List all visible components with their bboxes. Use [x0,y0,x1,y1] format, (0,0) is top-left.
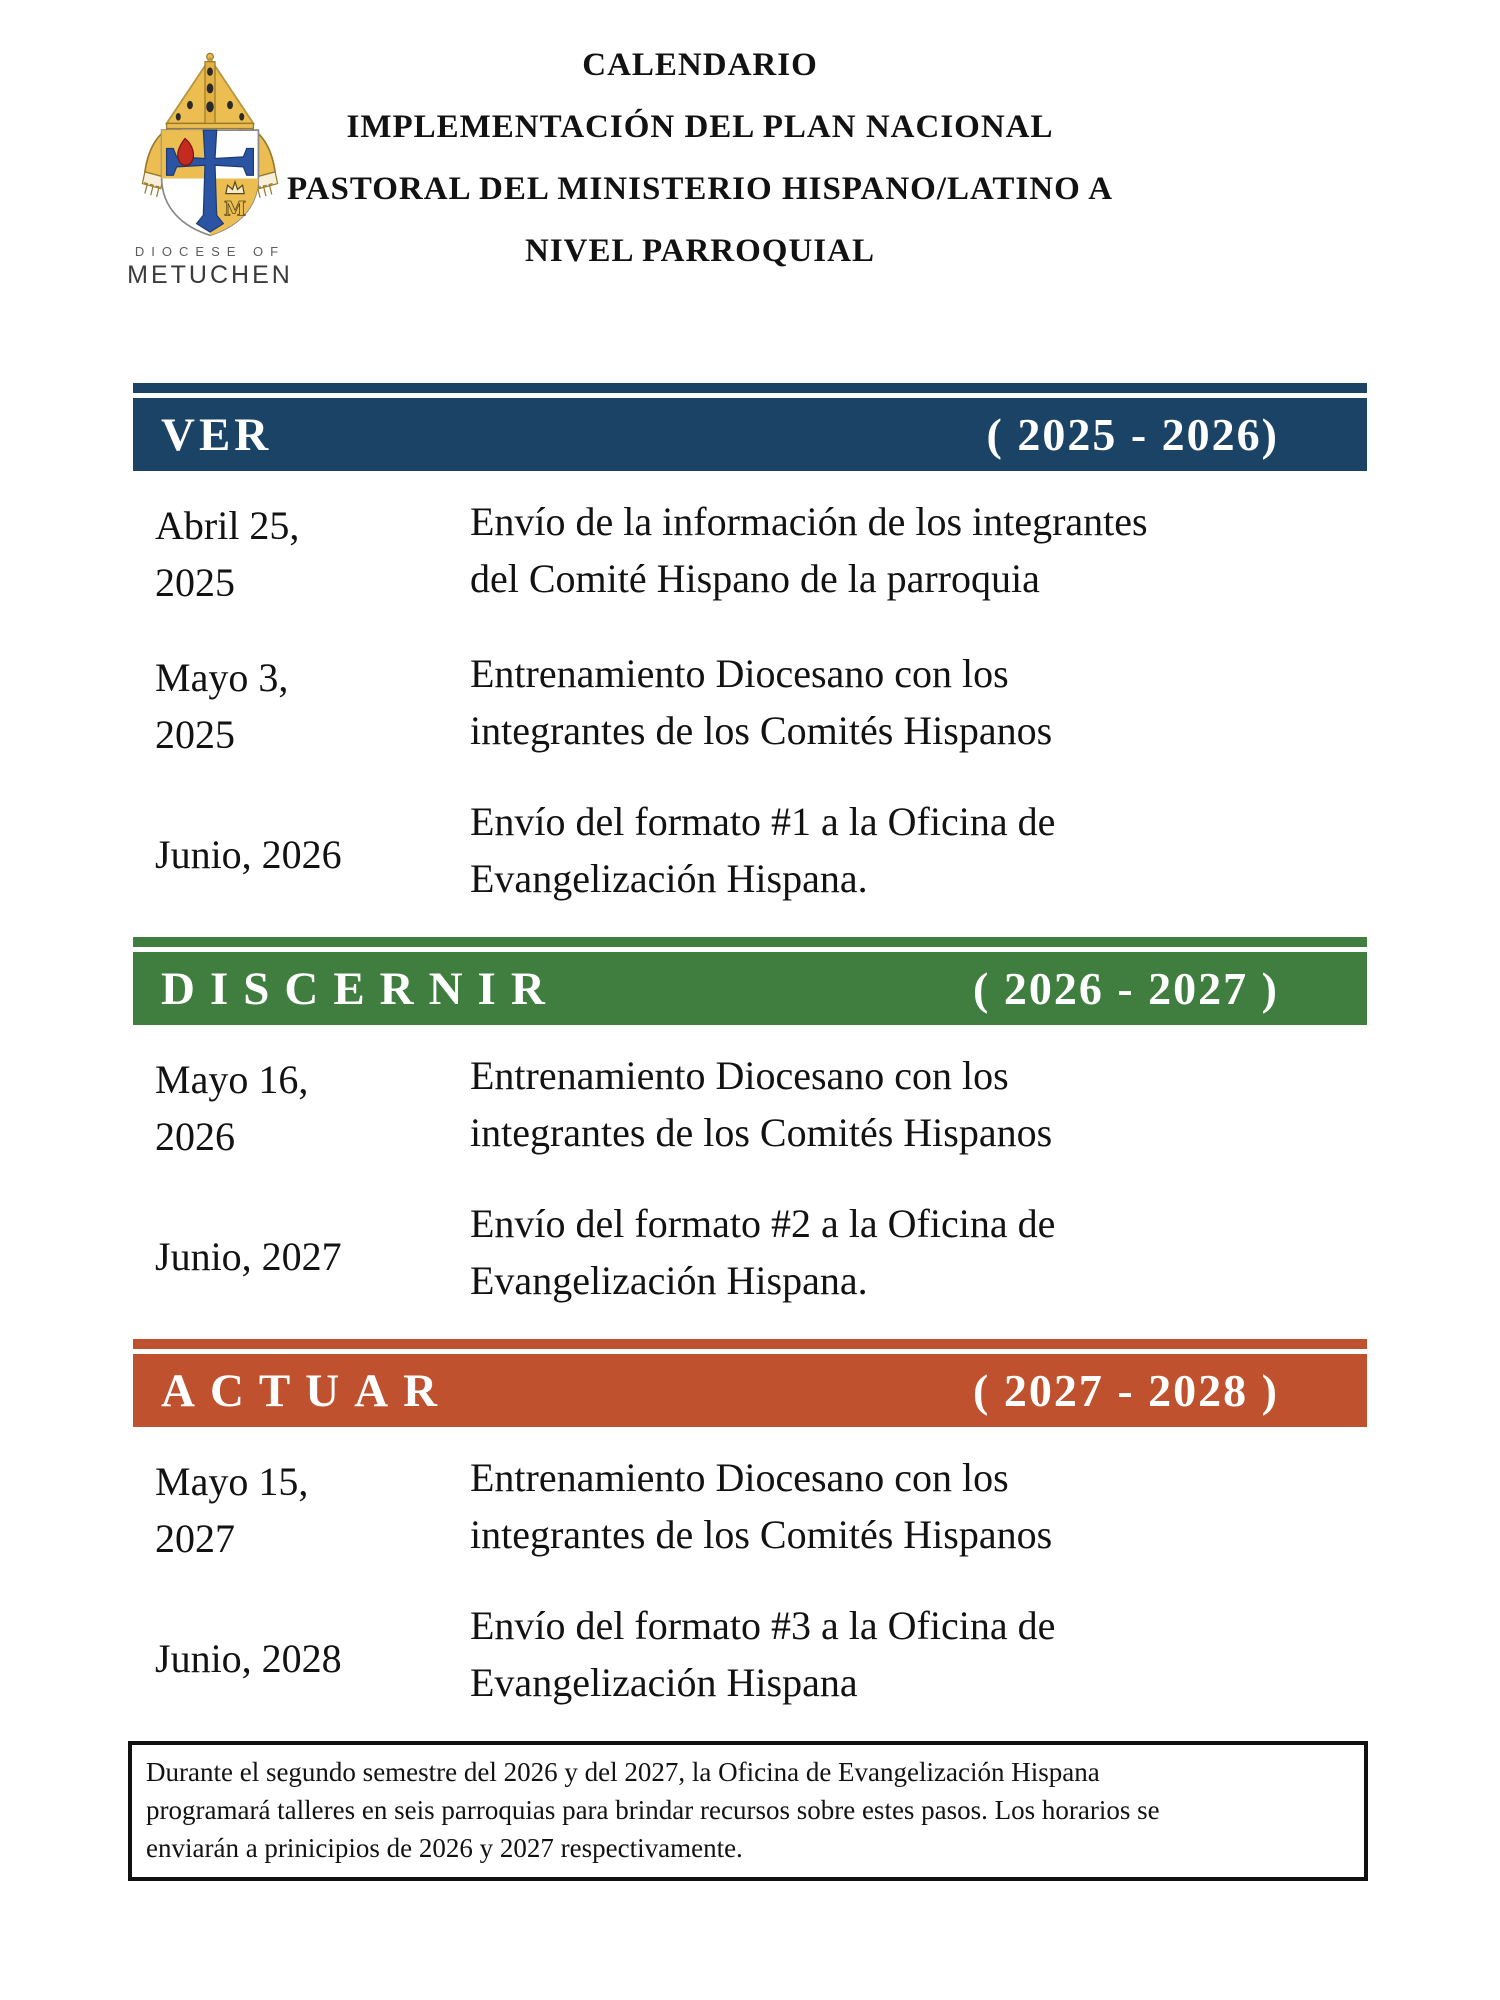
row-description: Envío del formato #3 a la Oficina de Evangelización Hispana [470,1603,1056,1705]
section-title: DISCERNIR [161,962,560,1015]
section-accent-strip [133,937,1367,947]
title-line: NIVEL PARROQUIAL [524,233,875,269]
schedule-row [155,1195,1367,1309]
schedule-sections [133,383,1367,1711]
row-date: Abril 25, 2025 [155,503,300,605]
section-title: VER [161,408,273,461]
schedule-section [133,937,1367,1309]
schedule-section [133,383,1367,907]
footer-note-line: enviarán a prinicipios de 2026 y 2027 respectivamente. [146,1833,743,1863]
title-line: IMPLEMENTACIÓN DEL PLAN NACIONAL [346,109,1054,145]
schedule-section [133,1339,1367,1711]
section-accent-strip [133,1339,1367,1349]
title-line: PASTORAL DEL MINISTERIO HISPANO/LATINO A [286,171,1114,207]
row-date: Mayo 3, 2025 [155,655,289,757]
footer-note-line: Durante el segundo semestre del 2026 y del 2027, la Oficina de Evangelización Hispana [146,1757,1100,1787]
row-description: Entrenamiento Diocesano con los integrantes de los Comités Hispanos [470,1053,1053,1155]
coat-of-arms-icon [121,50,299,242]
diocese-name-line2: METUCHEN [127,261,293,289]
footer-note-line: programará talleres en seis parroquias para brindar recursos sobre estes pasos. Los horarios se [146,1795,1160,1825]
footer-note [128,1741,1368,1881]
row-description: Envío del formato #2 a la Oficina de Evangelización Hispana. [470,1201,1056,1303]
schedule-row [155,1445,1367,1567]
schedule-row [155,793,1367,907]
title-line: CALENDARIO [582,47,818,83]
row-date: Mayo 15, 2027 [155,1459,309,1561]
section-rows [133,1025,1367,1309]
schedule-row [155,1043,1367,1165]
schedule-row [155,1597,1367,1711]
diocese-logo [110,50,310,290]
row-description: Entrenamiento Diocesano con los integrantes de los Comités Hispanos [470,1455,1053,1557]
row-date: Junio, 2028 [155,1635,342,1681]
section-header-bar [133,398,1367,471]
section-years: ( 2026 - 2027 ) [973,963,1279,1014]
section-accent-strip [133,383,1367,393]
row-date: Mayo 16, 2026 [155,1057,309,1159]
row-description: Envío de la información de los integrantes del Comité Hispano de la parroquia [470,499,1148,601]
section-years: ( 2027 - 2028 ) [973,1365,1279,1416]
section-rows [133,471,1367,907]
svg-text:M: M [223,196,247,221]
diocese-name-line1: DIOCESE OF [134,244,286,259]
row-date: Junio, 2027 [155,1233,342,1279]
row-date: Junio, 2026 [155,831,342,877]
row-description: Envío del formato #1 a la Oficina de Evangelización Hispana. [470,799,1056,901]
section-rows [133,1427,1367,1711]
document-title [250,0,1150,282]
row-description: Entrenamiento Diocesano con los integrantes de los Comités Hispanos [470,651,1053,753]
schedule-row [155,641,1367,763]
section-title: ACTUAR [161,1364,453,1417]
section-header-bar [133,1354,1367,1427]
document-header [0,0,1500,318]
section-years: ( 2025 - 2026) [986,409,1279,460]
schedule-row [155,489,1367,611]
section-header-bar [133,952,1367,1025]
